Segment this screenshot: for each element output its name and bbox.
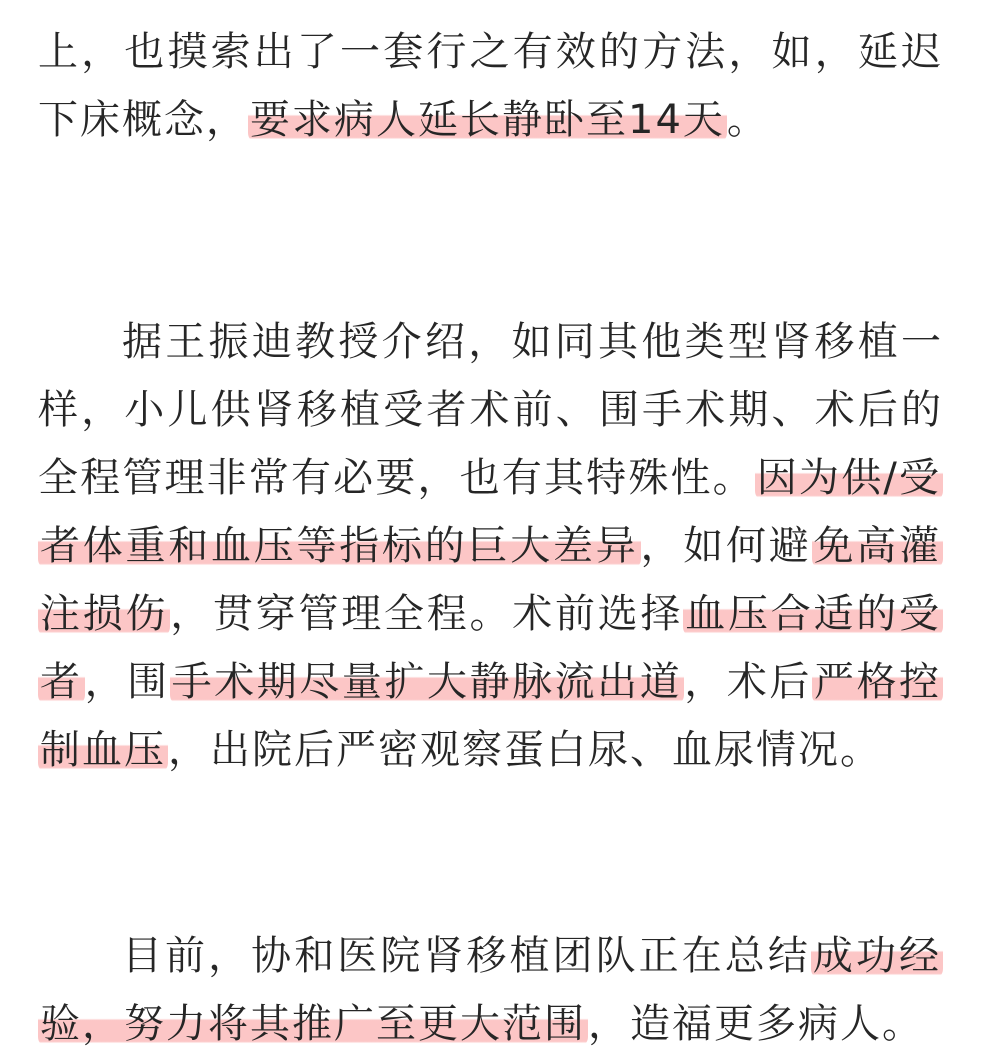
highlight-suitable-bp-recipient: 血压合适的受者	[40, 591, 941, 705]
paragraph-1	[38, 18, 943, 154]
paragraph-2-text-3: ，贯穿管理全程。术前选择	[170, 591, 684, 637]
paragraph-spacer	[38, 784, 943, 922]
paragraph-2	[38, 308, 943, 784]
paragraph-3	[38, 922, 943, 1058]
paragraph-spacer	[38, 154, 943, 308]
highlight-venous-outflow: 手术期尽量扩大静脉流出道	[171, 659, 683, 705]
paragraph-1-text: 上，也摸索出了一套行之有效的方法，如，延迟下床概念，	[38, 29, 943, 143]
paragraph-2-text-2: ，如何避	[640, 523, 812, 569]
paragraph-1-end: 。	[726, 97, 769, 143]
paragraph-2-text-4: ，围	[84, 659, 170, 705]
paragraph-2-text-6: ，出院后严密观察蛋白尿、血尿情况。	[168, 727, 882, 773]
paragraph-3-text-2: ，造福更多病人。	[588, 1001, 924, 1047]
article-body	[38, 18, 943, 1058]
highlight-strict-bp-control: 严格控制血压	[40, 659, 942, 773]
highlight-promote-experience: 成功经验，努力将其推广至更大范围	[40, 933, 942, 1047]
paragraph-2-text-1: 据王振迪教授介绍，如同其他类型肾移植一样，小儿供肾移植受者术前、围手术期、术后的全程管理非常有必要，也有其特殊性。	[38, 319, 943, 501]
highlight-rest-14-days: 要求病人延长静卧至14天	[250, 97, 725, 143]
paragraph-2-text-5: ，术后	[684, 659, 812, 705]
highlight-hyperperfusion-injury: 免高灌注损伤	[40, 523, 941, 637]
paragraph-3-text-1: 目前，协和医院肾移植团队正在总结	[122, 933, 811, 979]
highlight-weight-bp-difference: 因为供/受者体重和血压等指标的巨大差异	[40, 455, 942, 569]
